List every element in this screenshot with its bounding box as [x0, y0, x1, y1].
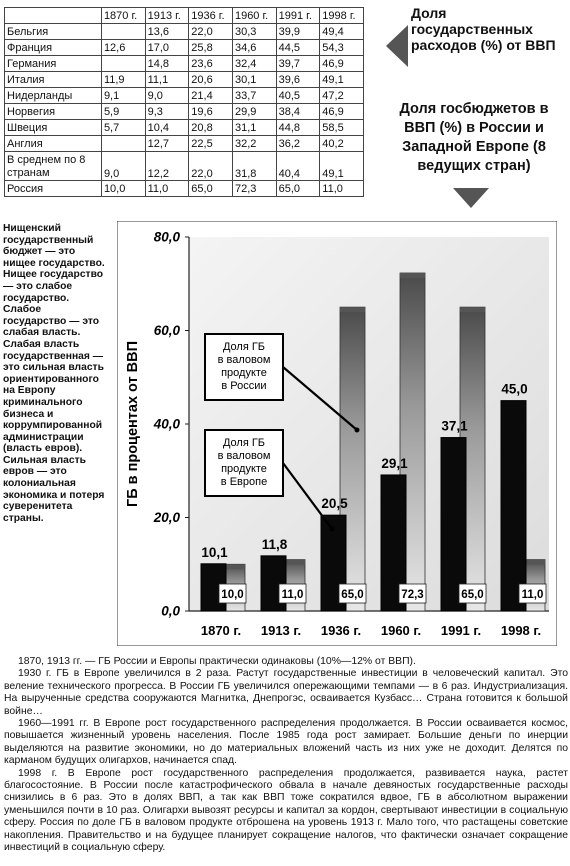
- table-cell-value: 65,0: [276, 181, 320, 197]
- table-cell-value: 11,0: [320, 181, 364, 197]
- table-cell-value: 32,2: [232, 136, 276, 152]
- table-cell-value: 14,8: [145, 56, 189, 72]
- data-label-europe: 20,5: [321, 496, 348, 512]
- data-label-europe: 10,1: [201, 544, 228, 560]
- callout-europe-dot: [330, 527, 335, 532]
- table-cell-value: 5,7: [101, 120, 145, 136]
- table-cell-value: [101, 136, 145, 152]
- heading-gov-spending: Доля государственных расходов (%) от ВВП: [411, 5, 556, 53]
- table-cell-value: 19,6: [189, 104, 233, 120]
- table-cell-value: 39,9: [276, 24, 320, 40]
- table-cell-value: 17,0: [145, 40, 189, 56]
- table-row: [5, 152, 364, 181]
- data-label-russia: 11,0: [281, 589, 304, 601]
- table-cell-value: 9,1: [101, 88, 145, 104]
- bottom-commentary: [4, 656, 568, 855]
- data-label-russia: 65,0: [461, 589, 484, 601]
- table-cell-value: 33,7: [232, 88, 276, 104]
- table-header-year: 1870 г.: [101, 8, 145, 24]
- table-cell-country: Англия: [5, 136, 102, 152]
- table-cell-value: 54,3: [320, 40, 364, 56]
- data-label-russia: 10,0: [221, 589, 244, 601]
- table-cell-value: 9,0: [145, 88, 189, 104]
- table-cell-value: 22,5: [189, 136, 233, 152]
- table-cell-value: 72,3: [232, 181, 276, 197]
- table-cell-value: [101, 56, 145, 72]
- y-tick-label: 0,0: [161, 603, 180, 619]
- table-cell-value: 39,6: [276, 72, 320, 88]
- x-tick-label: 1998 г.: [500, 623, 542, 638]
- table-cell-value: 12,6: [101, 40, 145, 56]
- bottom-paragraph: 1960—1991 гг. В Европе рост государственного распределения продолжается. В России осваивается космос, повышается жизненный уровень населения. После 1985 года рост замирает. Большие деньги по инерции выделяются на развитие экономики, но до материальных вложений часть из них уже не доходит. Делятся по карманом будущих олигархов, начинается спад.: [4, 718, 568, 767]
- callout-europe-text: Доля ГБ в валовом продукте в Европе: [217, 437, 271, 488]
- table-cell-country: Италия: [5, 72, 102, 88]
- callout-russia-dot: [355, 428, 360, 433]
- table-cell-country: Швеция: [5, 120, 102, 136]
- table-cell-value: 12,7: [145, 136, 189, 152]
- x-tick-label: 1991 г.: [440, 623, 482, 638]
- table-cell-country: Германия: [5, 56, 102, 72]
- callout-russia-text: Доля ГБ в валовом продукте в России: [217, 341, 271, 392]
- plot-area: [189, 237, 549, 611]
- left-arrow-icon: [386, 25, 408, 67]
- bar-russia-cap: [460, 307, 485, 312]
- table-cell-country: Франция: [5, 40, 102, 56]
- table-cell-value: 10,4: [145, 120, 189, 136]
- table-cell-value: 13,6: [145, 24, 189, 40]
- table-row: [5, 136, 364, 152]
- table-cell-value: 39,7: [276, 56, 320, 72]
- table-cell-value: 32,4: [232, 56, 276, 72]
- table-cell-value: [101, 24, 145, 40]
- y-tick-label: 40,0: [153, 416, 180, 432]
- bar-russia-cap: [340, 307, 365, 312]
- left-narrative: Нищенский государственный бюджет — это нищее государство. Нищее государство — это слабое государство. Слабое государство — это слабая власть. Слабая власть государственная — это сильная власть ориентированного на Европу криминального бизнеса и коррумпированной администрации (власть евров). Сильная власть евров — это колониальная экономика и потеря суверенитета страны.: [3, 223, 105, 524]
- table-cell-value: 47,2: [320, 88, 364, 104]
- bottom-paragraph: 1870, 1913 гг. — ГБ России и Европы практически одинаковы (10%—12% от ВВП).: [18, 656, 416, 667]
- table-header-row: [5, 8, 364, 24]
- table-cell-value: 65,0: [189, 181, 233, 197]
- table-row: [5, 24, 364, 40]
- heading-chart-title: Доля госбюджетов в ВВП (%) в России и Западной Европе (8 ведущих стран): [399, 101, 549, 174]
- table-cell-country: Норвегия: [5, 104, 102, 120]
- table-cell-country: Россия: [5, 181, 102, 197]
- table-cell-value: 5,9: [101, 104, 145, 120]
- data-label-europe: 45,0: [501, 381, 528, 397]
- x-tick-label: 1913 г.: [260, 623, 302, 638]
- table-cell-value: 25,8: [189, 40, 233, 56]
- data-label-russia: 11,0: [521, 589, 544, 601]
- table-cell-value: 22,0: [189, 24, 233, 40]
- x-tick-label: 1960 г.: [380, 623, 422, 638]
- table-cell-value: 20,8: [189, 120, 233, 136]
- table-cell-value: 22,0: [189, 152, 233, 181]
- table-row: [5, 120, 364, 136]
- table-cell-value: 20,6: [189, 72, 233, 88]
- y-axis-label: ГБ в процентах от ВВП: [125, 340, 141, 508]
- table-cell-value: 12,2: [145, 152, 189, 181]
- table-cell-value: 49,1: [320, 72, 364, 88]
- table-cell-value: 11,9: [101, 72, 145, 88]
- table-cell-value: 36,2: [276, 136, 320, 152]
- table-cell-value: 44,5: [276, 40, 320, 56]
- table-header-year: 1913 г.: [145, 8, 189, 24]
- table-row: [5, 88, 364, 104]
- table-cell-value: 21,4: [189, 88, 233, 104]
- table-cell-value: 34,6: [232, 40, 276, 56]
- down-arrow-icon: [453, 188, 489, 208]
- y-tick-label: 80,0: [153, 229, 180, 245]
- table-cell-value: 49,4: [320, 24, 364, 40]
- data-label-europe: 29,1: [381, 455, 408, 471]
- bottom-paragraph: 1930 г. ГБ в Европе увеличился в 2 раза. Растут государственные инвестиции в человеческий капитал. Это веление технического прогресса. В России ГБ увеличился опережающими темпами — в 6 раз. Индустриализация. На вырученные средства сооружаются Магнитка, Днепрогэс, осваивается Кузбасс… Страна готовится к большой войне…: [4, 668, 568, 717]
- table-cell-value: 11,1: [145, 72, 189, 88]
- table-cell-value: 58,5: [320, 120, 364, 136]
- bottom-paragraph: 1998 г. В Европе рост государственного распределения продолжается, развивается наука, растет благосостояние. В России после катастрофического обвала в начале девяностых государственные расходы снизились в 6 раз. Это в долях ВВП, а так как ВВП тоже сократился вдвое, ГБ в абсолютном выражении уменьшился почти в 10 раз. Олигархи вывозят ресурсы и капитал за кордон, свертывают инвестиции в социальную сферу. Россия по доле ГБ в валовом продукте отброшена на уровень 1913 г. Мало того, что растащены советские накопления. Правительство и на будущее планирует сокращение налогов, что фактически означает сокращение инвестиций в социальную сферу.: [4, 767, 568, 854]
- table-header-year: 1960 г.: [232, 8, 276, 24]
- table-header-corner: [5, 8, 102, 24]
- table-cell-value: 30,1: [232, 72, 276, 88]
- data-label-russia: 65,0: [341, 589, 364, 601]
- table-cell-value: 40,5: [276, 88, 320, 104]
- bar-russia-cap: [400, 273, 425, 278]
- table-cell-value: 46,9: [320, 104, 364, 120]
- table-header-year: 1991 г.: [276, 8, 320, 24]
- table-header-year: 1936 г.: [189, 8, 233, 24]
- gdp-share-table: [4, 7, 364, 197]
- table-cell-value: 31,8: [232, 152, 276, 181]
- table-cell-value: 40,4: [276, 152, 320, 181]
- table-cell-value: 38,4: [276, 104, 320, 120]
- table-cell-value: 30,3: [232, 24, 276, 40]
- table-cell-value: 44,8: [276, 120, 320, 136]
- table-body: [5, 24, 364, 197]
- table-cell-value: 31,1: [232, 120, 276, 136]
- table-cell-value: 46,9: [320, 56, 364, 72]
- x-tick-label: 1870 г.: [200, 623, 242, 638]
- table-row: [5, 40, 364, 56]
- y-tick-label: 20,0: [153, 510, 180, 525]
- data-label-russia: 72,3: [401, 589, 424, 601]
- table-header-year: 1998 г.: [320, 8, 364, 24]
- data-label-europe: 37,1: [441, 418, 468, 434]
- table-cell-country: Нидерланды: [5, 88, 102, 104]
- x-tick-label: 1936 г.: [320, 623, 362, 638]
- table-row: [5, 72, 364, 88]
- table-cell-value: 23,6: [189, 56, 233, 72]
- table-cell-value: 9,0: [101, 152, 145, 181]
- table-cell-country: Бельгия: [5, 24, 102, 40]
- table-cell-value: 49,1: [320, 152, 364, 181]
- table-cell-value: 10,0: [101, 181, 145, 197]
- table-row: [5, 181, 364, 197]
- data-label-europe: 11,8: [261, 536, 288, 552]
- table-cell-value: 9,3: [145, 104, 189, 120]
- table-cell-value: 29,9: [232, 104, 276, 120]
- table-row: [5, 56, 364, 72]
- table-row: [5, 104, 364, 120]
- gdp-bar-chart: [117, 221, 557, 646]
- bar-europe: [501, 401, 526, 611]
- table-cell-value: 11,0: [145, 181, 189, 197]
- y-tick-label: 60,0: [153, 323, 180, 338]
- table-cell-value: 40,2: [320, 136, 364, 152]
- table-cell-country: В среднем по 8 странам: [5, 152, 102, 181]
